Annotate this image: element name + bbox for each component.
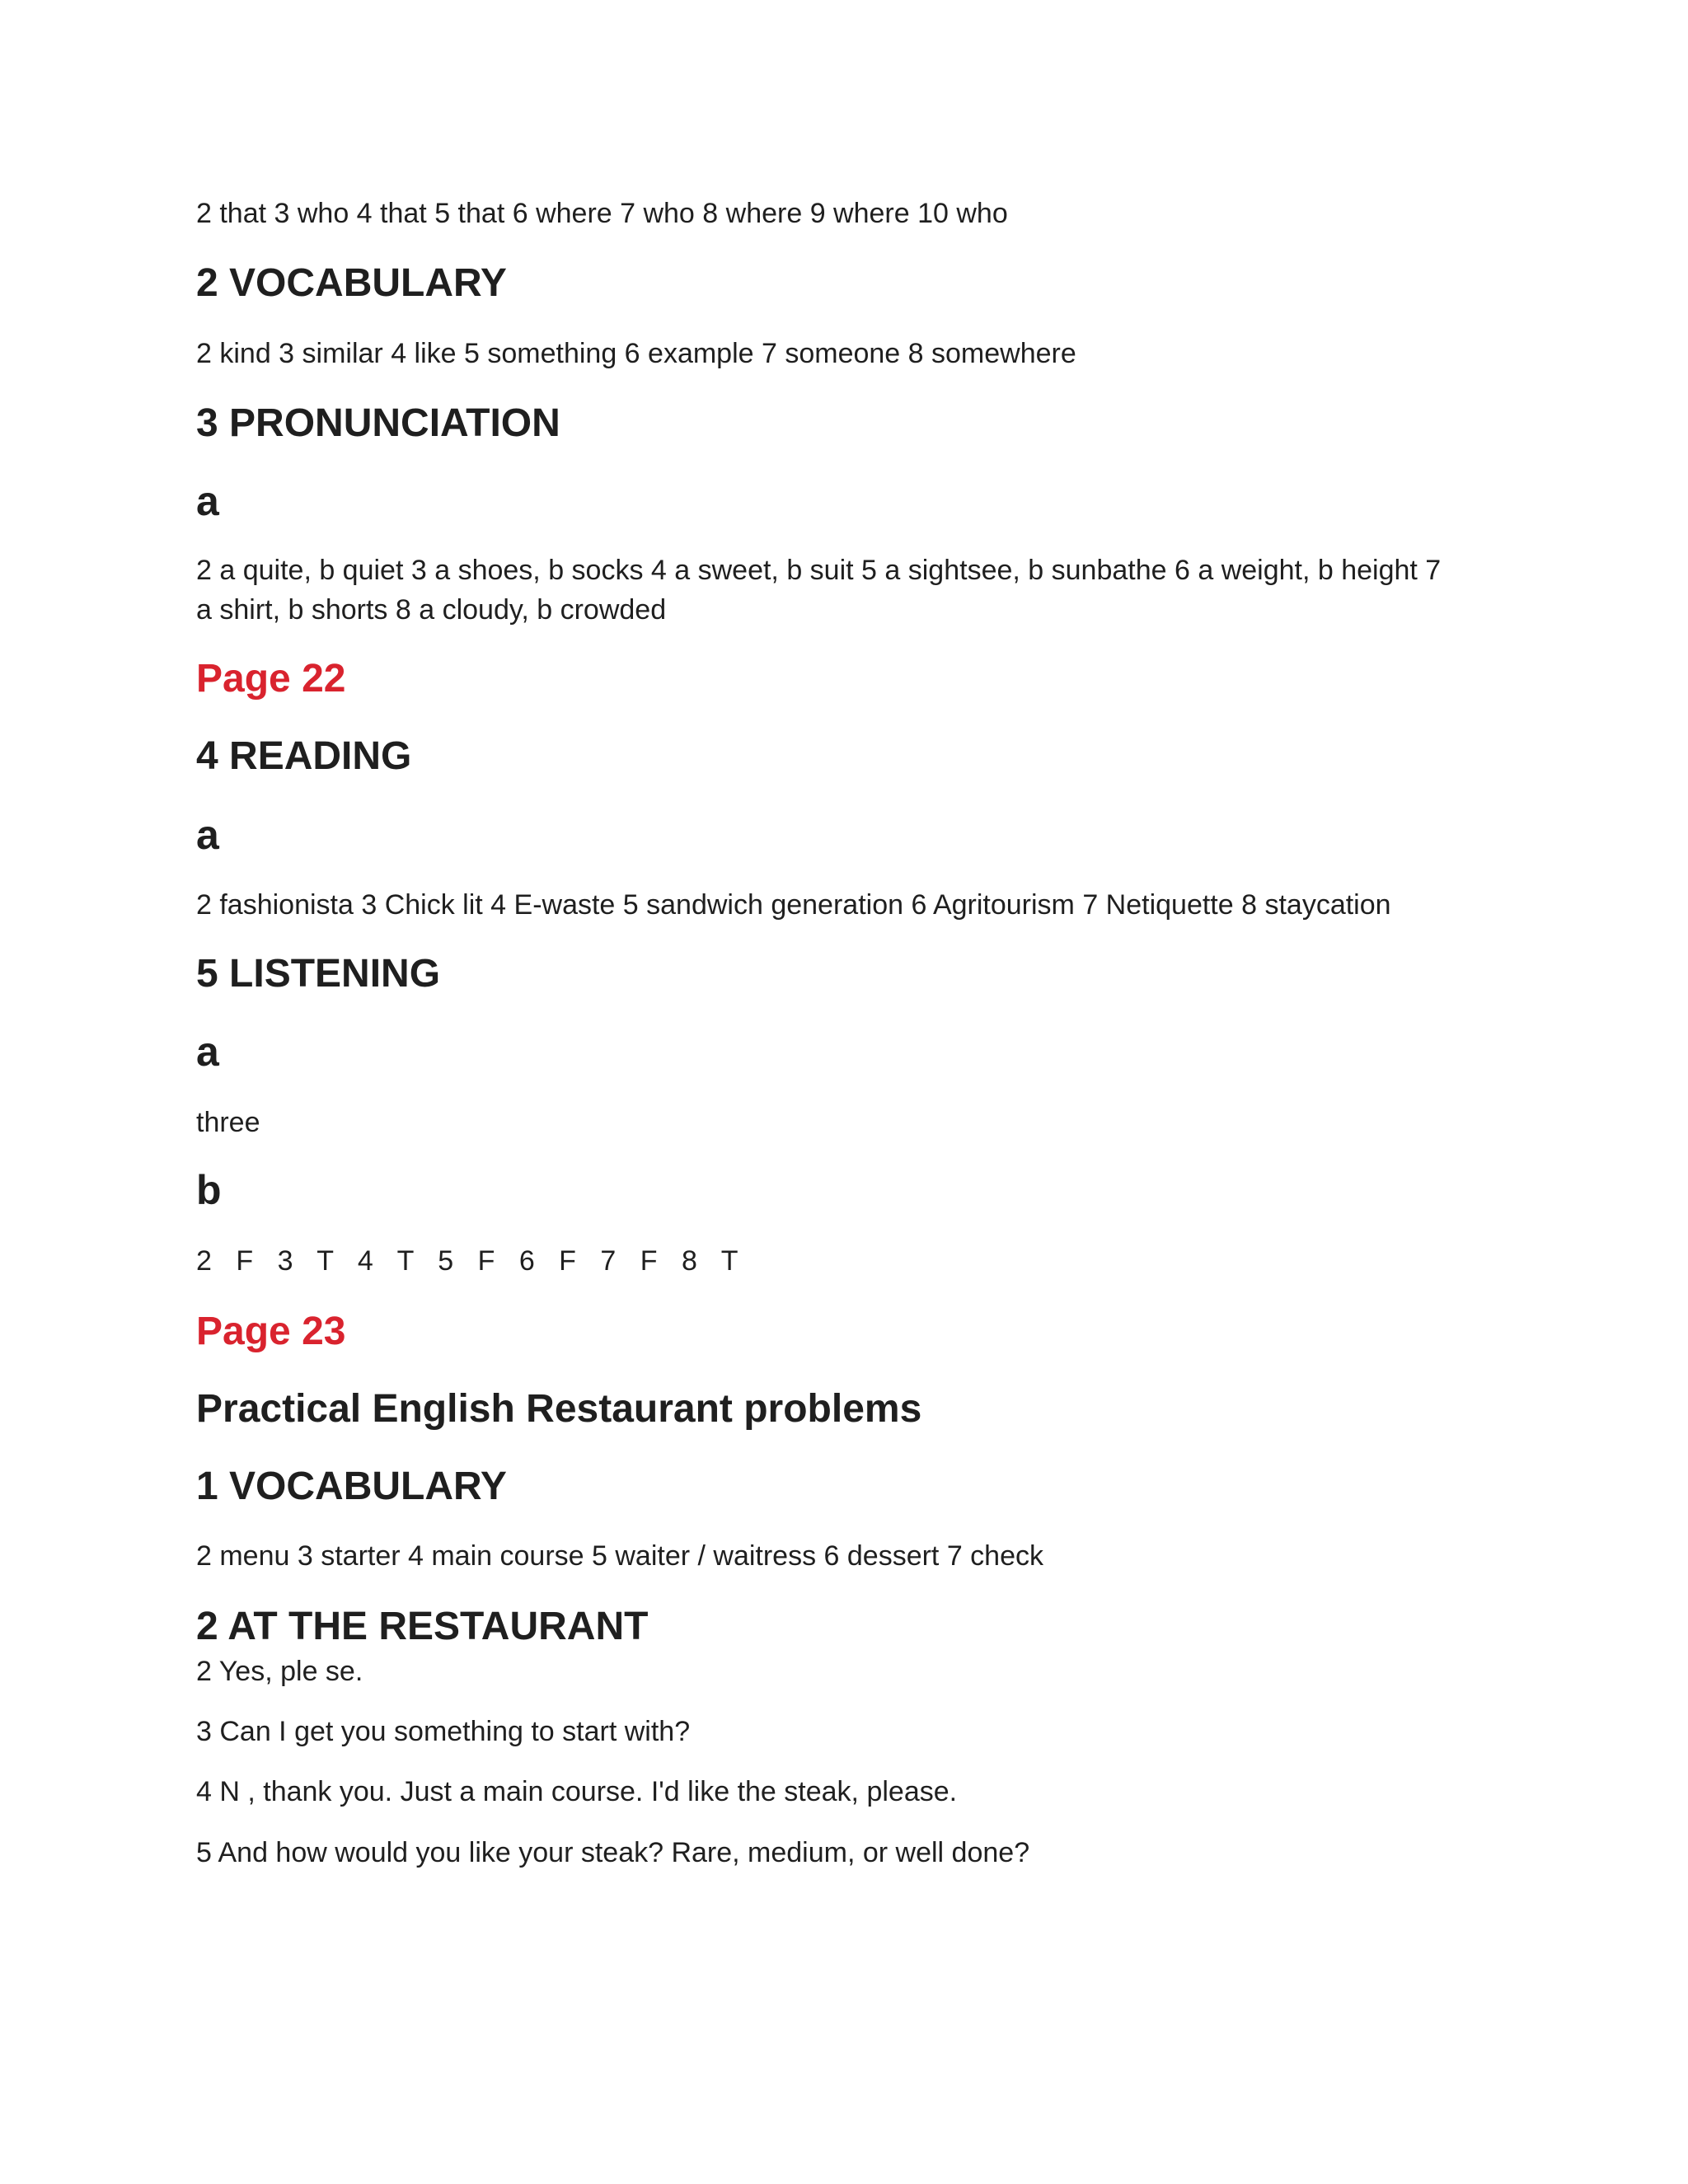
listening-answers-b: 2 F 3 T 4 T 5 F 6 F 7 F 8 T: [196, 1245, 741, 1277]
practical-english-heading: Practical English Restaurant problems: [196, 1387, 922, 1431]
reading-heading: 4 READING: [196, 734, 412, 778]
pronunciation-heading: 3 PRONUNCIATION: [196, 401, 560, 445]
page-23-heading: Page 23: [196, 1310, 346, 1353]
restaurant-line: 5 And how would you like your steak? Rare, medium, or well done?: [196, 1837, 1030, 1868]
restaurant-line: 3 Can I get you something to start with?: [196, 1716, 691, 1747]
vocabulary-answers: 2 kind 3 similar 4 like 5 something 6 example 7 someone 8 somewhere: [196, 338, 1076, 369]
pronunciation-answers: 2 a quite, b quiet 3 a shoes, b socks 4 a sweet, b suit 5 a sightsee, b sunbathe 6 a weight, b height 7 a shirt, b shorts 8 a cloudy, b crowded: [196, 555, 1442, 626]
restaurant-heading: 2 AT THE RESTAURANT: [196, 1605, 649, 1648]
vocabulary-heading: 2 VOCABULARY: [196, 261, 507, 305]
listening-sub-b: b: [196, 1167, 222, 1213]
reading-answers: 2 fashionista 3 Chick lit 4 E-waste 5 sandwich generation 6 Agritourism 7 Netiquette 8 staycation: [196, 889, 1391, 921]
listening-answer-a: three: [196, 1107, 260, 1138]
pronunciation-sub-a: a: [196, 478, 219, 524]
vocabulary-2-answers: 2 menu 3 starter 4 main course 5 waiter / waitress 6 dessert 7 check: [196, 1540, 1044, 1572]
reading-sub-a: a: [196, 812, 219, 858]
vocabulary-2-heading: 1 VOCABULARY: [196, 1465, 507, 1508]
restaurant-line: 4 N , thank you. Just a main course. I'd like the steak, please.: [196, 1776, 958, 1807]
listening-heading: 5 LISTENING: [196, 952, 441, 996]
restaurant-line: 2 Yes, ple se.: [196, 1656, 363, 1687]
listening-sub-a: a: [196, 1029, 219, 1075]
grammar-answers: 2 that 3 who 4 that 5 that 6 where 7 who 8 where 9 where 10 who: [196, 198, 1008, 229]
page-22-heading: Page 22: [196, 657, 346, 701]
